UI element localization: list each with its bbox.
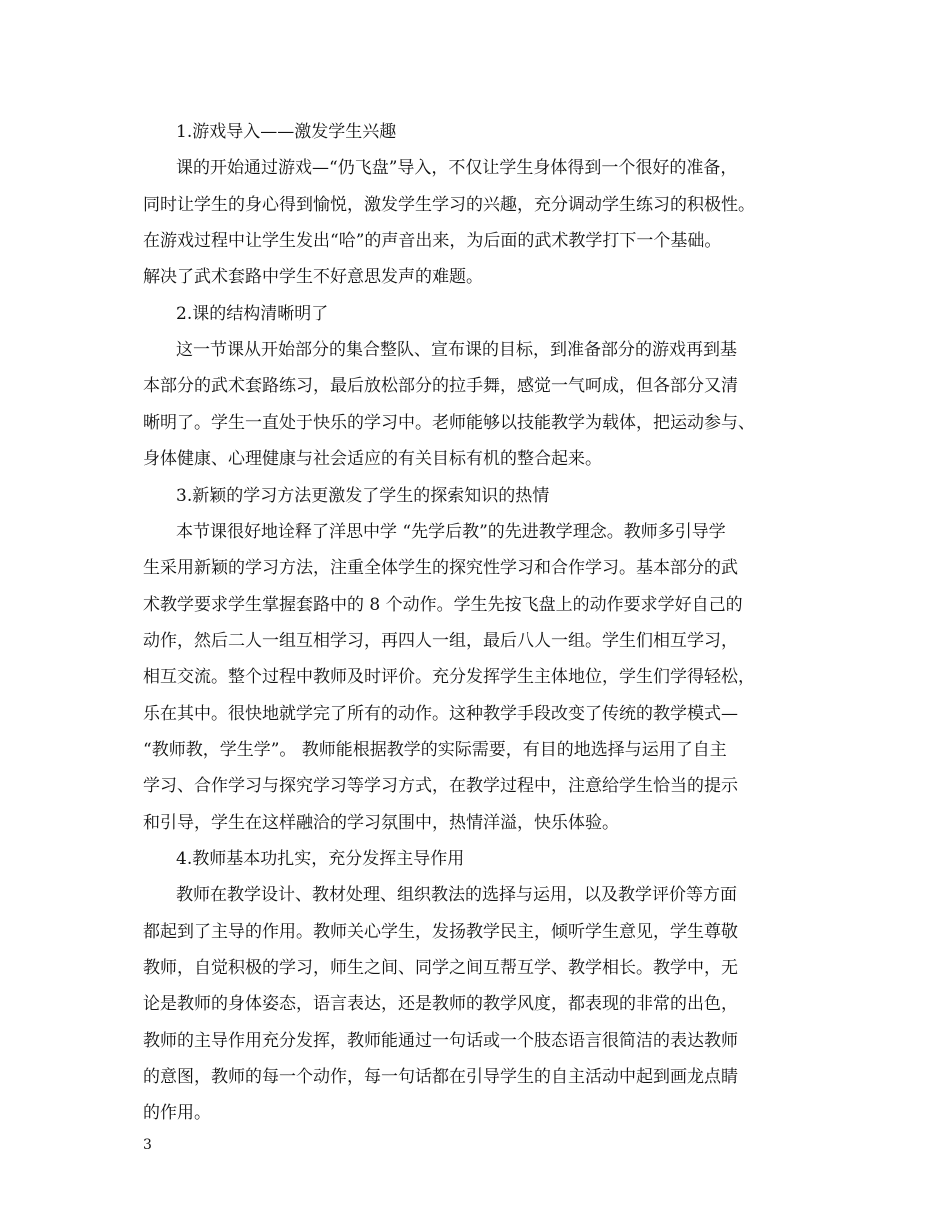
page-number: 3 (143, 1137, 152, 1153)
section-heading: 1.游戏导入——激发学生兴趣 (176, 122, 397, 142)
paragraph-line: 本部分的武术套路练习，最后放松部分的拉手舞，感觉一气呵成，但各部分又清 (143, 376, 738, 396)
paragraph-line: 教师在教学设计、教材处理、组织教法的选择与运用，以及教学评价等方面 (176, 885, 737, 905)
paragraph-line: 教师的主导作用充分发挥，教师能通过一句话或一个肢态语言很简洁的表达教师 (143, 1031, 738, 1051)
paragraph-line: 同时让学生的身心得到愉悦，激发学生学习的兴趣，充分调动学生练习的积极性。 (143, 195, 755, 215)
paragraph-line: 教师，自觉积极的学习，师生之间、同学之间互帮互学、教学相长。教学中，无 (143, 958, 738, 978)
paragraph-line: 学习、合作学习与探究学习等学习方式，在教学过程中，注意给学生恰当的提示 (143, 776, 738, 796)
section-heading: 3.新颖的学习方法更激发了学生的探索知识的热情 (176, 486, 550, 506)
paragraph-line: 动作，然后二人一组互相学习，再四人一组，最后八人一组。学生们相互学习， (143, 631, 738, 651)
paragraph-line: 这一节课从开始部分的集合整队、宣布课的目标，到准备部分的游戏再到基 (176, 340, 737, 360)
paragraph-line: 乐在其中。很快地就学完了所有的动作。这种教学手段改变了传统的教学模式— (143, 704, 738, 724)
paragraph-line: 本节课很好地诠释了洋思中学 “先学后教”的先进教学理念。教师多引导学 (176, 522, 726, 542)
paragraph-line: 的意图，教师的每一个动作，每一句话都在引导学生的自主活动中起到画龙点睛 (143, 1067, 738, 1087)
paragraph-line: 课的开始通过游戏—“仍飞盘”导入，不仅让学生身体得到一个很好的准备， (176, 158, 738, 178)
paragraph-line: 都起到了主导的作用。教师关心学生，发扬教学民主，倾听学生意见，学生尊敬 (143, 922, 738, 942)
paragraph-line: 论是教师的身体姿态，语言表达，还是教师的教学风度，都表现的非常的出色， (143, 994, 738, 1014)
paragraph-line: 解决了武术套路中学生不好意思发声的难题。 (143, 267, 483, 287)
paragraph-line: 相互交流。整个过程中教师及时评价。充分发挥学生主体地位，学生们学得轻松， (143, 667, 755, 687)
paragraph-line: 生采用新颖的学习方法，注重全体学生的探究性学习和合作学习。基本部分的武 (143, 558, 738, 578)
paragraph-line: 晰明了。学生一直处于快乐的学习中。老师能够以技能教学为载体，把运动参与、 (143, 413, 755, 433)
paragraph-line: 身体健康、心理健康与社会适应的有关目标有机的整合起来。 (143, 449, 602, 469)
paragraph-line: 在游戏过程中让学生发出“哈”的声音出来，为后面的武术教学打下一个基础。 (143, 231, 722, 251)
paragraph-line: 和引导，学生在这样融洽的学习氛围中，热情洋溢，快乐体验。 (143, 813, 619, 833)
paragraph-line: 的作用。 (143, 1103, 211, 1123)
paragraph-line: 术教学要求学生掌握套路中的 8 个动作。学生先按飞盘上的动作要求学好自己的 (143, 595, 743, 615)
section-heading: 2.课的结构清晰明了 (176, 304, 329, 324)
section-heading: 4.教师基本功扎实，充分发挥主导作用 (176, 849, 465, 869)
paragraph-line: “教师教，学生学”。 教师能根据教学的实际需要，有目的地选择与运用了自主 (143, 740, 727, 760)
